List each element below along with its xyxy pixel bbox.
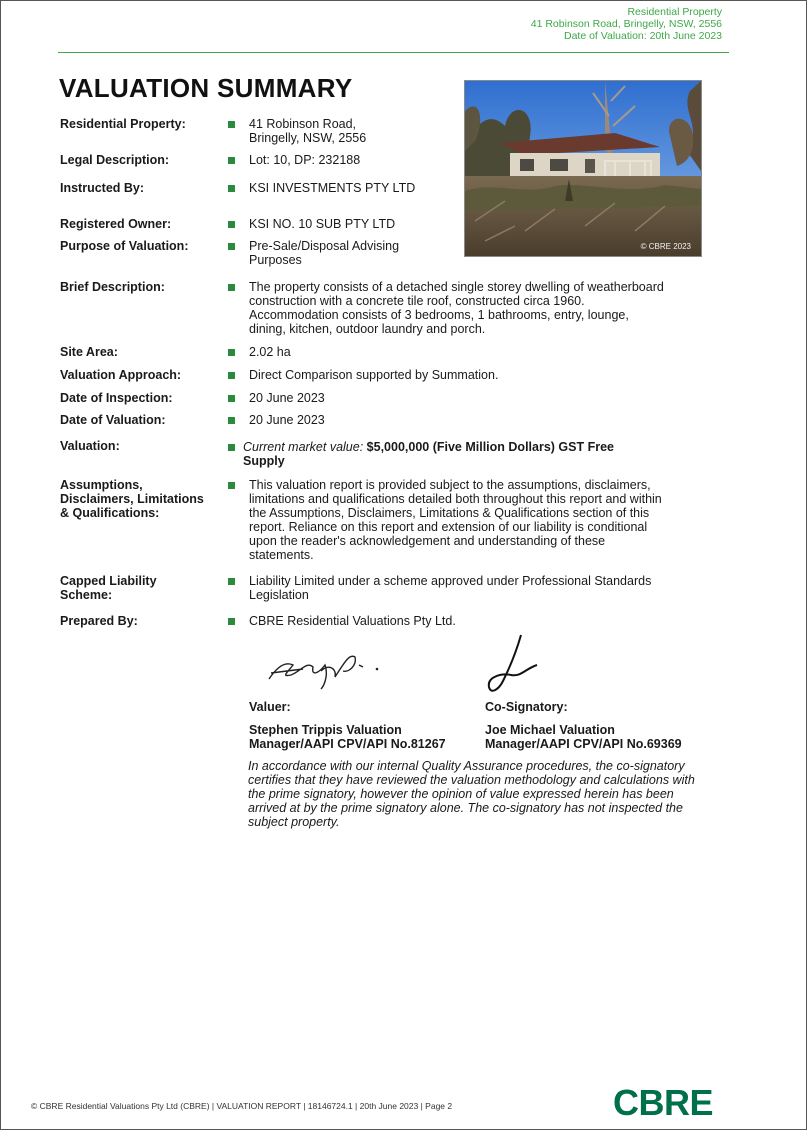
value-site-area: 2.02 ha — [249, 345, 291, 359]
label-capped-liability — [60, 574, 220, 602]
value-residential-property — [249, 117, 366, 145]
value-line: upon the reader's acknowledgement and understanding of these — [249, 534, 606, 548]
label-purpose-of-valuation: Purpose of Valuation: — [60, 239, 189, 253]
label-line: & Qualifications: — [60, 506, 160, 520]
value-line: Accommodation consists of 3 bedrooms, 1 bathrooms, entry, lounge, — [249, 308, 629, 322]
valuer-role: Valuer: — [249, 700, 291, 714]
value-line: limitations and qualifications detailed both throughout this report and within — [249, 492, 662, 506]
valuer-credentials: Manager/AAPI CPV/API No.81267 — [249, 737, 446, 751]
property-photo — [464, 80, 702, 257]
value-line: Liability Limited under a scheme approved under Professional Standards — [249, 574, 652, 588]
cosignatory-block — [485, 700, 682, 751]
bullet-marker — [228, 121, 235, 128]
cosignatory-role: Co-Signatory: — [485, 700, 568, 714]
header-address: 41 Robinson Road, Bringelly, NSW, 2556 — [530, 18, 722, 30]
value-line: Legislation — [249, 588, 309, 602]
bullet-marker — [228, 618, 235, 625]
label-valuation-approach: Valuation Approach: — [60, 368, 182, 382]
bullet-marker — [228, 284, 235, 291]
label-valuation: Valuation: — [60, 439, 120, 453]
value-line: report. Reliance on this report and extension of our liability is conditional — [249, 520, 648, 534]
page-footer: © CBRE Residential Valuations Pty Ltd (CBRE) | VALUATION REPORT | 18146724.1 | 20th June 2023 | Page 2 — [31, 1101, 453, 1111]
value-line: The property consists of a detached single storey dwelling of weatherboard — [249, 280, 664, 294]
value-purpose-of-valuation — [249, 239, 399, 267]
header-rule — [58, 52, 729, 53]
bullet-marker — [228, 395, 235, 402]
bullet-marker — [228, 578, 235, 585]
bullet-marker — [228, 417, 235, 424]
page-title: VALUATION SUMMARY — [59, 73, 353, 103]
value-line: 41 Robinson Road, — [249, 117, 357, 131]
value-valuation — [243, 440, 663, 468]
value-registered-owner: KSI NO. 10 SUB PTY LTD — [249, 217, 396, 231]
quality-assurance-note: In accordance with our internal Quality Assurance procedures, the co-signatory certifies that they have reviewed the valuation methodology and calculations with the prime signatory, however the opinion of value expressed herein has been arrived at by the prime signatory alone. The co-signatory has not inspected the subject property. — [248, 759, 695, 829]
label-line: Capped Liability — [60, 574, 157, 588]
cbre-logo: CBRE — [613, 1082, 714, 1123]
bullet-marker — [228, 221, 235, 228]
valuer-name: Stephen Trippis Valuation — [249, 723, 402, 737]
label-line: Scheme: — [60, 588, 113, 602]
label-registered-owner: Registered Owner: — [60, 217, 172, 231]
value-line: construction with a concrete tile roof, constructed circa 1960. — [249, 294, 585, 308]
label-residential-property: Residential Property: — [60, 117, 186, 131]
label-brief-description: Brief Description: — [60, 280, 165, 294]
value-assumptions — [249, 478, 662, 562]
bullet-marker — [228, 482, 235, 489]
value-line: Bringelly, NSW, 2556 — [249, 131, 367, 145]
cosignatory-signature — [481, 629, 551, 699]
value-line: dining, kitchen, outdoor laundry and porch. — [249, 322, 486, 336]
bullet-marker — [228, 444, 235, 451]
label-date-of-inspection: Date of Inspection: — [60, 391, 173, 405]
label-date-of-valuation: Date of Valuation: — [60, 413, 166, 427]
header-property-type: Residential Property — [627, 6, 722, 18]
value-valuation-approach: Direct Comparison supported by Summation. — [249, 368, 499, 382]
value-date-of-inspection: 20 June 2023 — [249, 391, 325, 405]
value-prepared-by: CBRE Residential Valuations Pty Ltd. — [249, 614, 456, 628]
value-instructed-by: KSI INVESTMENTS PTY LTD — [249, 181, 416, 195]
value-line: the Assumptions, Disclaimers, Limitations & Qualifications section of this — [249, 506, 650, 520]
running-header — [531, 6, 722, 42]
bullet-marker — [228, 243, 235, 250]
value-brief-description — [249, 280, 664, 336]
bullet-marker — [228, 372, 235, 379]
label-site-area: Site Area: — [60, 345, 118, 359]
market-value-amount: $5,000,000 (Five Million Dollars) GST Free — [366, 440, 614, 454]
label-line: Assumptions, — [60, 478, 143, 492]
value-legal-description: Lot: 10, DP: 232188 — [249, 153, 361, 167]
bullet-marker — [228, 157, 235, 164]
cosignatory-name: Joe Michael Valuation — [485, 723, 615, 737]
value-line: This valuation report is provided subject to the assumptions, disclaimers, — [249, 478, 651, 492]
value-capped-liability — [249, 574, 651, 602]
header-valuation-date: Date of Valuation: 20th June 2023 — [563, 30, 722, 42]
bullet-marker — [228, 185, 235, 192]
photo-credit: © CBRE 2023 — [640, 242, 691, 251]
label-instructed-by: Instructed By: — [60, 181, 145, 195]
market-value-label: Current market value: — [243, 440, 364, 454]
value-line: statements. — [249, 548, 314, 562]
value-date-of-valuation: 20 June 2023 — [249, 413, 325, 427]
valuer-signature — [263, 643, 393, 693]
cosignatory-credentials: Manager/AAPI CPV/API No.69369 — [485, 737, 682, 751]
market-value-amount-cont: Supply — [243, 454, 285, 468]
value-line: Purposes — [249, 253, 302, 267]
valuer-block — [249, 700, 446, 751]
label-prepared-by: Prepared By: — [60, 614, 138, 628]
label-legal-description: Legal Description: — [60, 153, 170, 167]
value-line: Pre-Sale/Disposal Advising — [249, 239, 400, 253]
label-line: Disclaimers, Limitations — [60, 492, 204, 506]
bullet-marker — [228, 349, 235, 356]
label-assumptions — [60, 478, 220, 520]
property-photo-image — [465, 81, 701, 256]
